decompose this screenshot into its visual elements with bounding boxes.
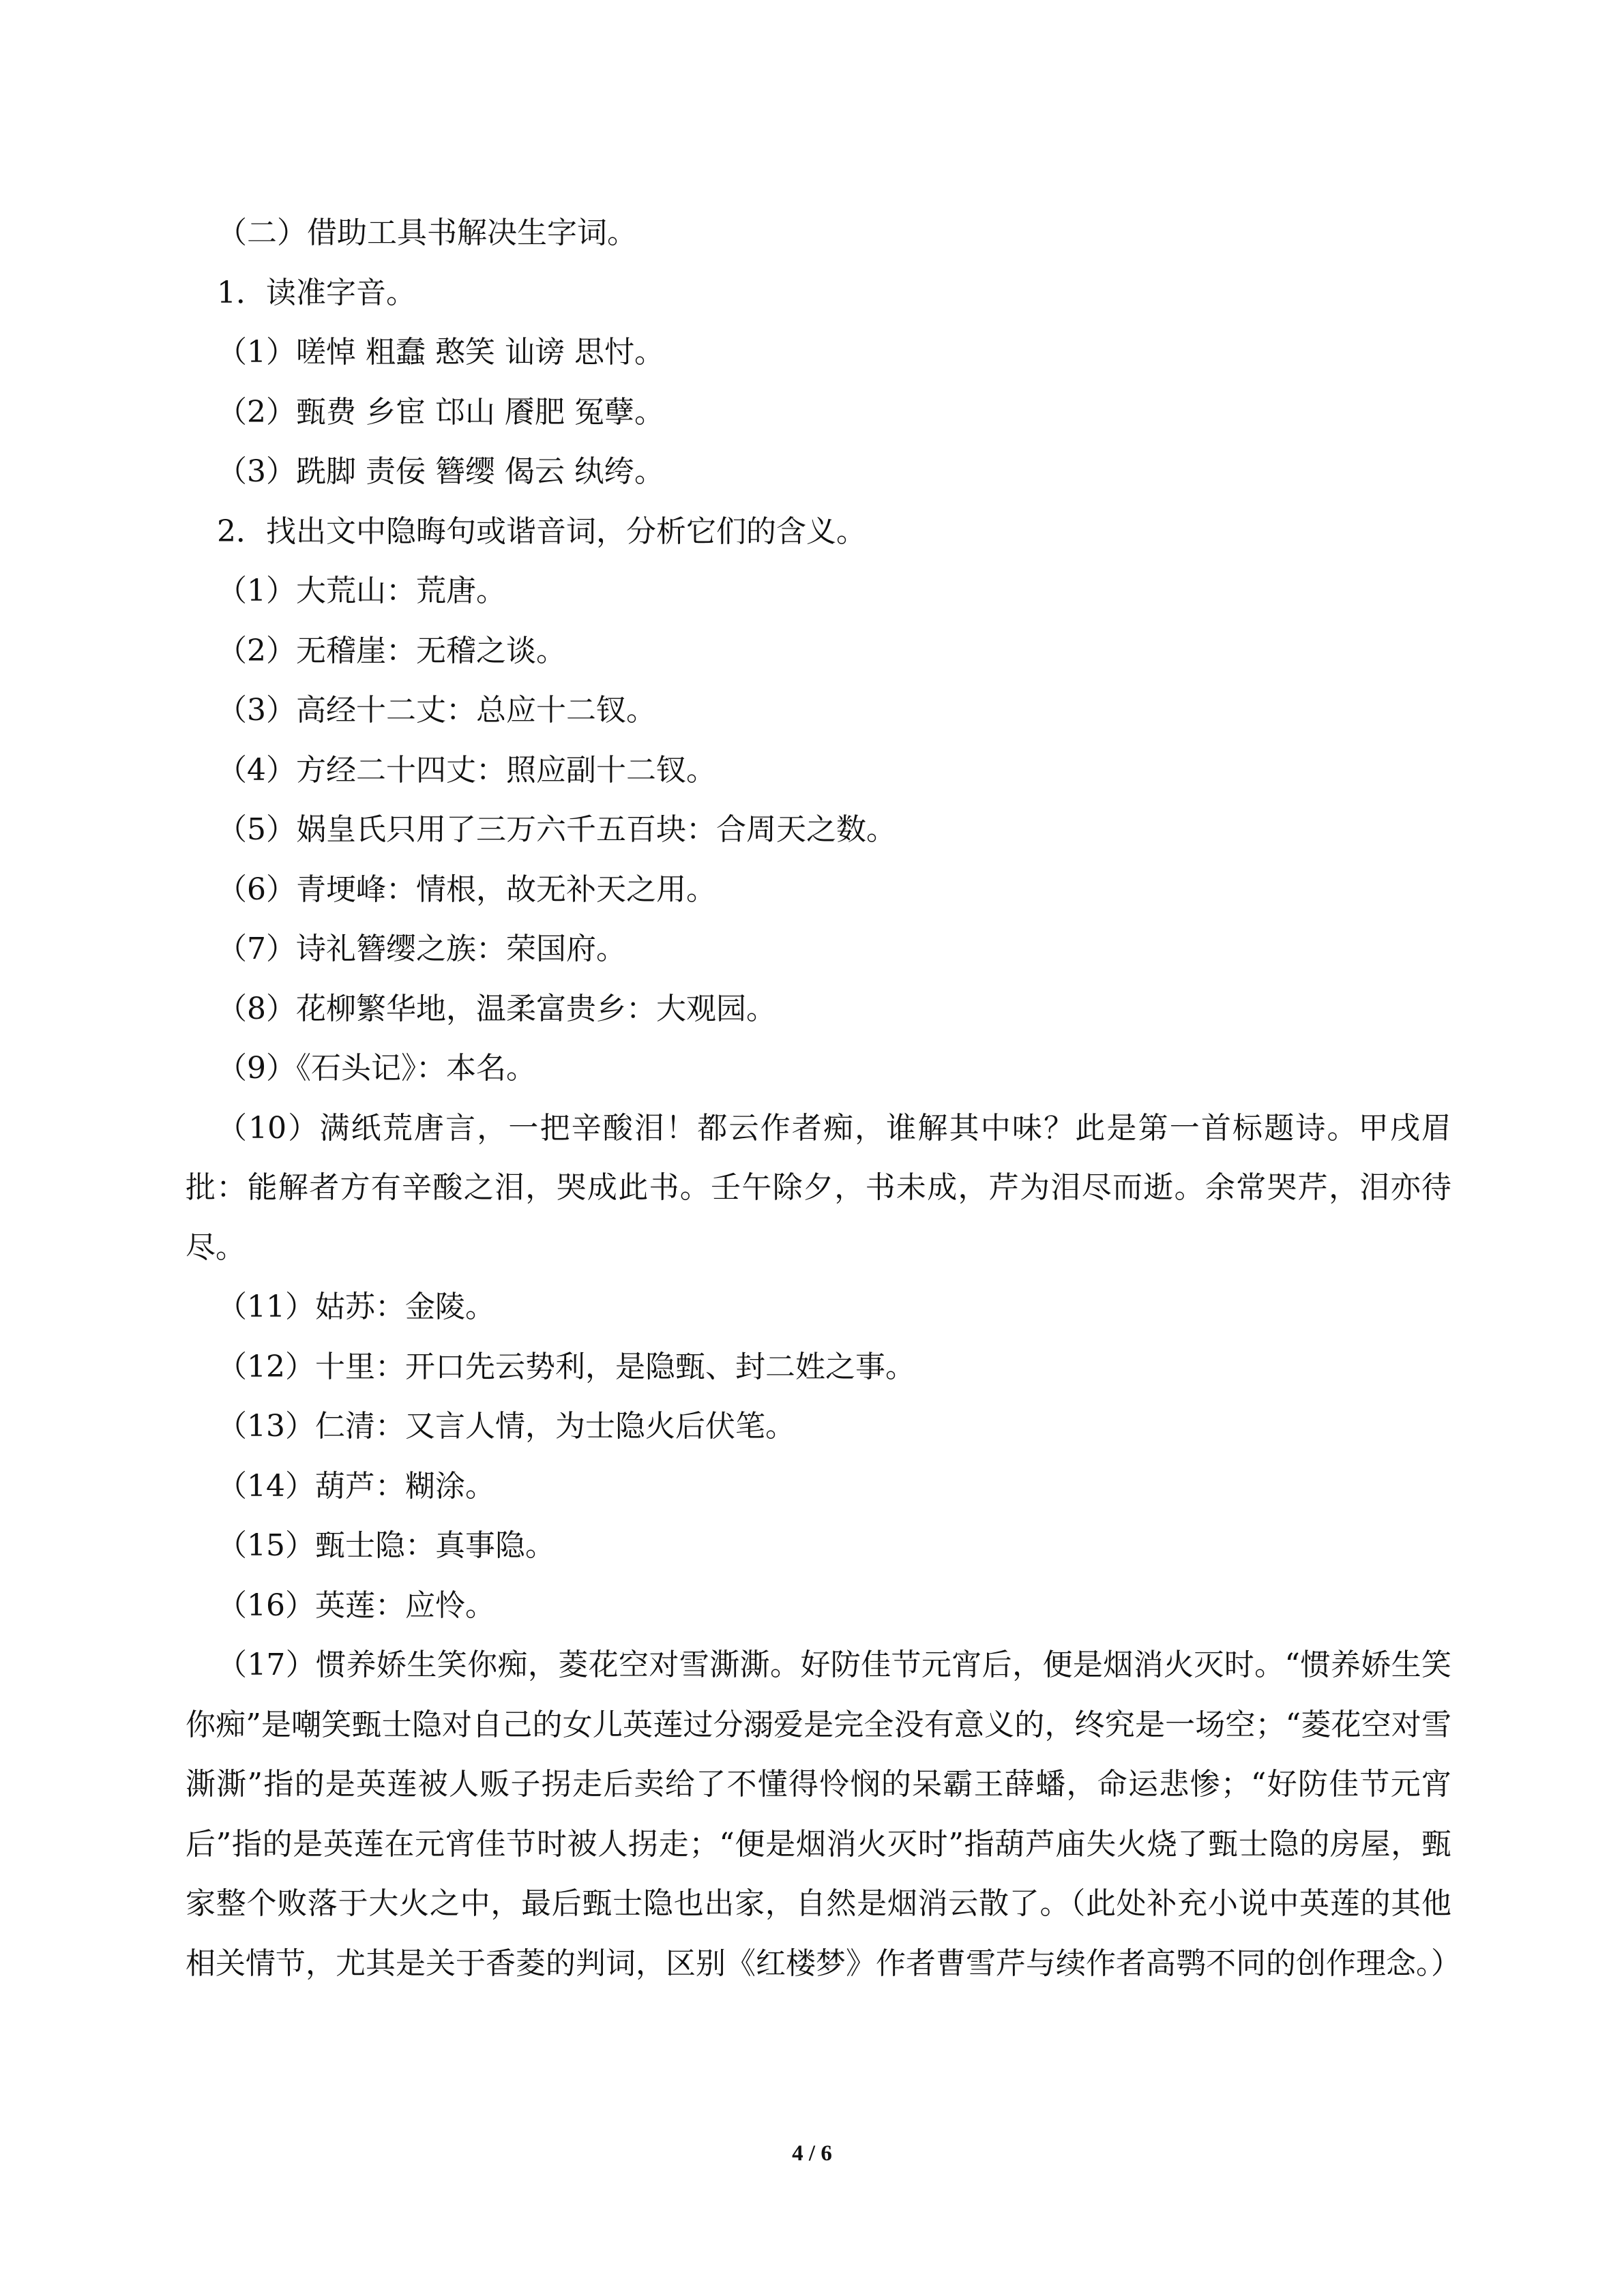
list-item: （4）方经二十四丈：照应副十二钗。 <box>217 752 716 788</box>
list-item: （11）姑苏：金陵。 <box>217 1289 495 1324</box>
list-item: （3）高经十二丈：总应十二钗。 <box>217 693 656 728</box>
list-item: （15）甄士隐：真事隐。 <box>217 1528 555 1563</box>
list-item: （7）诗礼簪缨之族：荣国府。 <box>217 931 626 966</box>
list-item: （5）娲皇氏只用了三万六千五百块：合周天之数。 <box>217 812 896 847</box>
list-item: （16）英莲：应怜。 <box>217 1587 495 1623</box>
list-item: （2）甄费 乡宦 邙山 餍肥 冤孽。 <box>217 394 664 430</box>
list-item-paragraph: （10）满纸荒唐言，一把辛酸泪！都云作者痴，谁解其中味？此是第一首标题诗。甲戌眉批：能解者方有辛酸之泪，哭成此书。壬午除夕，书未成，芹为泪尽而逝。余常哭芹，泪亦待尽。 <box>186 1110 1451 1265</box>
list-item: （14）葫芦：糊涂。 <box>217 1468 495 1504</box>
list-item: （13）仁清：又言人情，为士隐火后伏笔。 <box>217 1409 795 1444</box>
list-item-paragraph: （17）惯养娇生笑你痴，菱花空对雪澌澌。好防佳节元宵后，便是烟消火灭时。“惯养娇生笑你痴”是嘲笑甄士隐对自己的女儿英莲过分溺爱是完全没有意义的，终究是一场空；“菱花空对雪澌澌”指的是英莲被人贩子拐走后卖给了不懂得怜悯的呆霸王薛蟠，命运悲惨；“好防佳节元宵后”指的是英莲在元宵佳节时被人拐走；“便是烟消火灭时”指葫芦庙失火烧了甄士隐的房屋，甄家整个败落于大火之中，最后甄士隐也出家，自然是烟消云散了。（此处补充小说中英莲的其他相关情节，尤其是关于香菱的判词，区别《红楼梦》作者曹雪芹与续作者高鹗不同的创作理念。） <box>186 1648 1461 1981</box>
list-item: （1）大荒山：荒唐。 <box>217 573 506 608</box>
list-item: （8）花柳繁华地，温柔富贵乡：大观园。 <box>217 991 776 1026</box>
subheading-hidden-meanings: 2．找出文中隐晦句或谐音词，分析它们的含义。 <box>217 513 866 549</box>
list-item: （2）无稽崖：无稽之谈。 <box>217 633 566 668</box>
subheading-pronunciation: 1．读准字音。 <box>217 275 416 310</box>
list-item: （1）嗟悼 粗蠢 憨笑 讪谤 思忖。 <box>217 335 664 370</box>
list-item: （12）十里：开口先云势利，是隐甄、封二姓之事。 <box>217 1349 915 1384</box>
page-number: 4 / 6 <box>792 2141 832 2166</box>
page-body <box>186 203 1461 1993</box>
section-heading: （二）借助工具书解决生字词。 <box>217 215 637 250</box>
list-item: （9）《石头记》：本名。 <box>217 1051 536 1086</box>
list-item: （3）跣脚 责佞 簪缨 偈云 纨绔。 <box>217 454 664 489</box>
list-item: （6）青埂峰：情根，故无补天之用。 <box>217 871 716 907</box>
